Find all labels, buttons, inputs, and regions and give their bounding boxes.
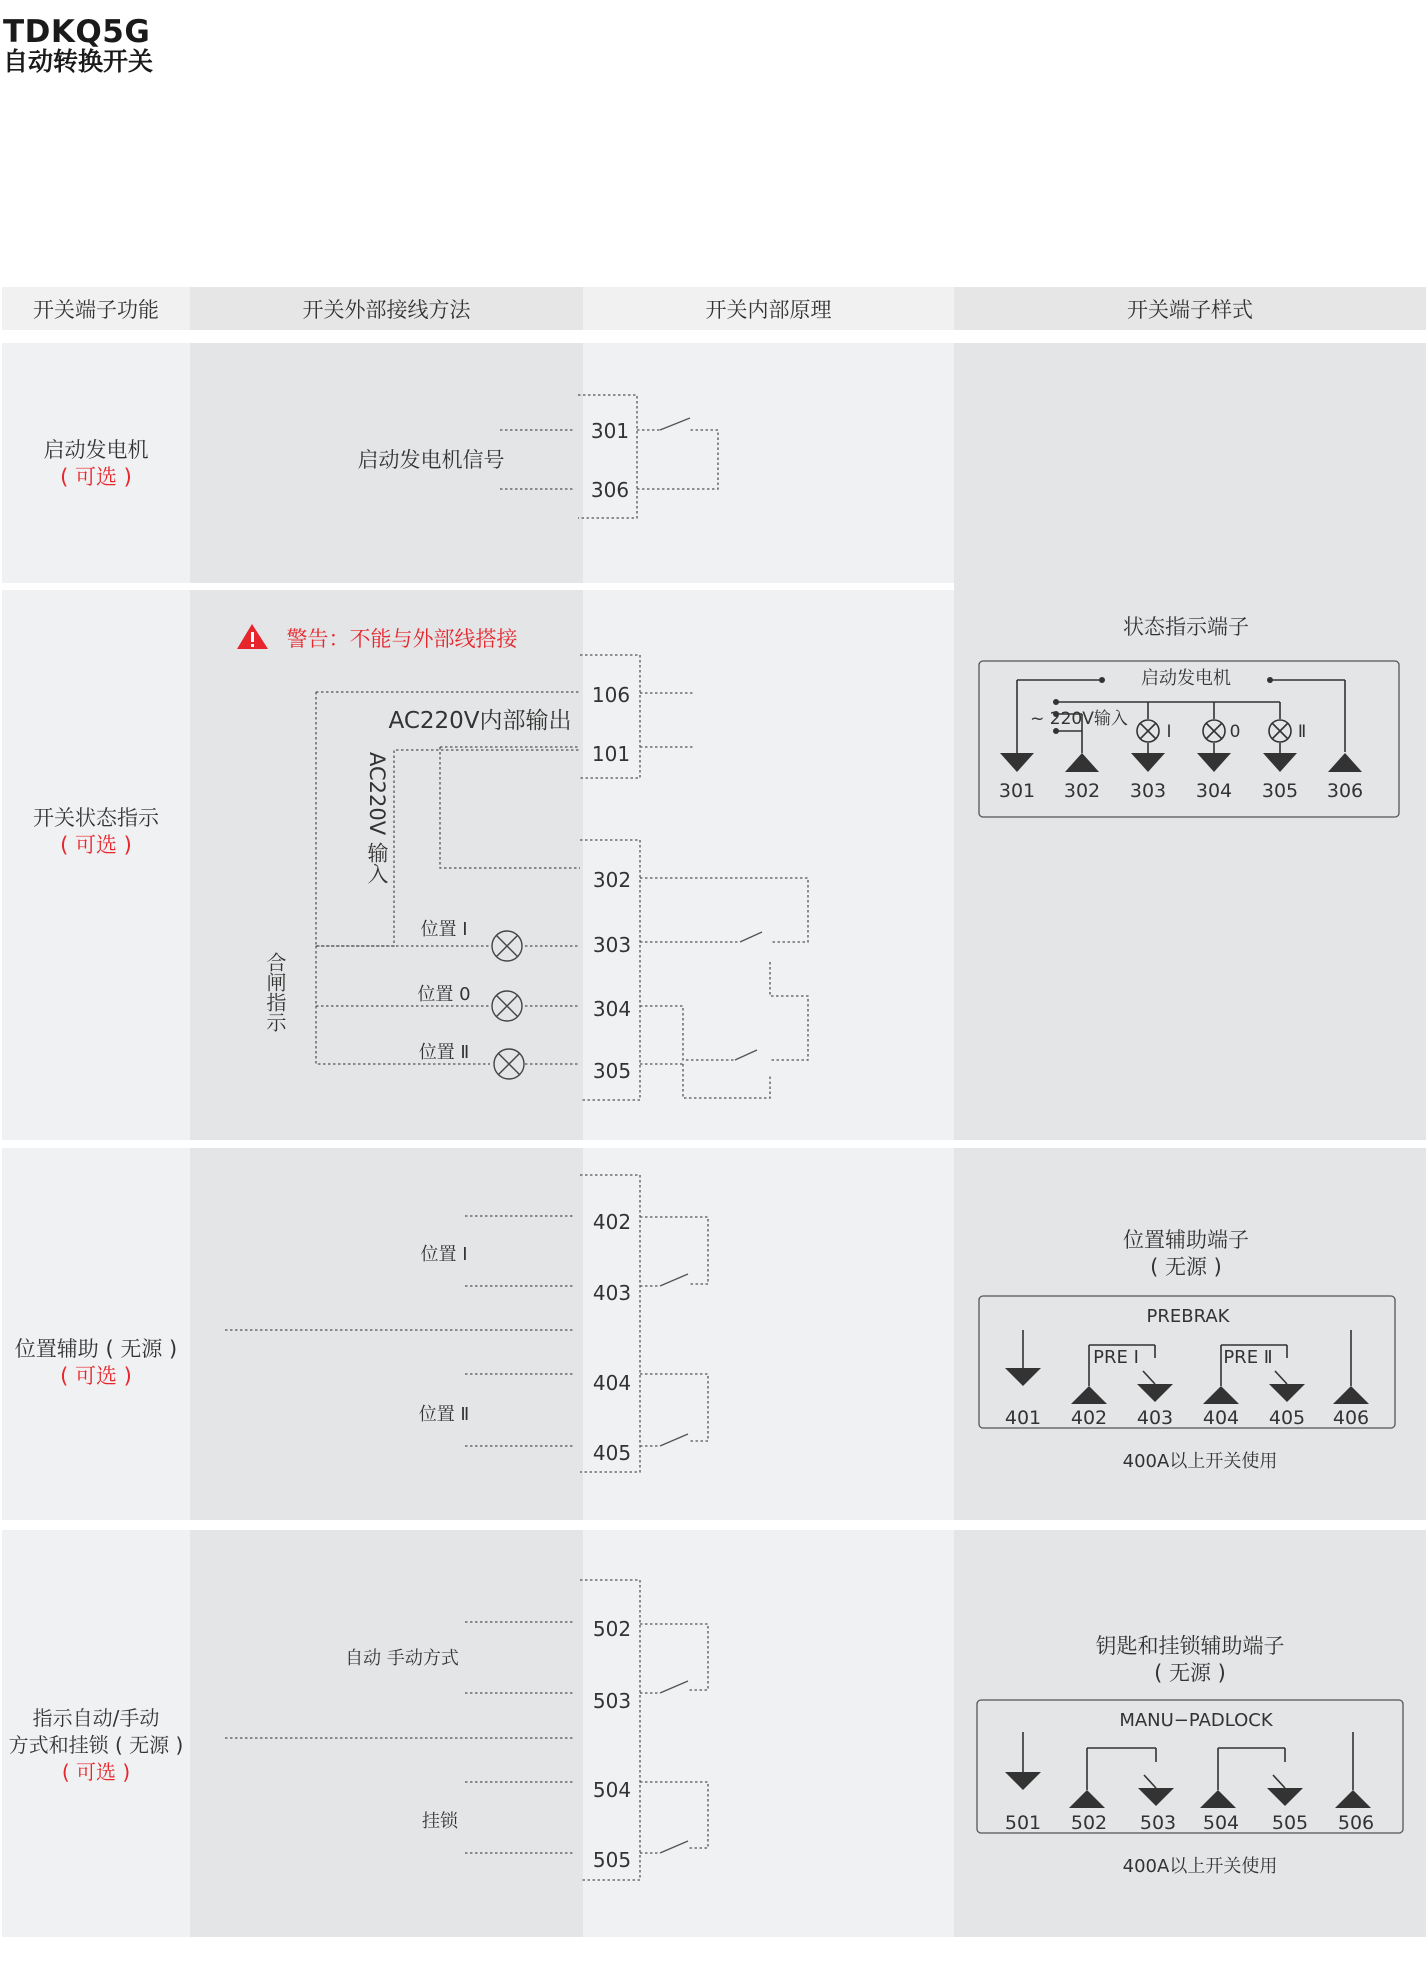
position-0-label: 位置 0 <box>417 984 471 1005</box>
input-label: ~ 220V输入 <box>1030 709 1128 729</box>
header-terminal-style: 开关端子样式 <box>1127 297 1253 322</box>
status-style-title: 状态指示端子 <box>1123 615 1249 639</box>
lamp-label-1: Ⅰ <box>1166 722 1172 742</box>
box-terminal-505: 505 <box>1271 1812 1309 1834</box>
terminal-502: 502 <box>592 1617 632 1641</box>
pre1-label: PRE Ⅰ <box>1093 1347 1139 1368</box>
generator-signal-label: 启动发电机信号 <box>357 448 505 472</box>
terminal-305: 305 <box>592 1059 632 1083</box>
box-terminal-301: 301 <box>998 780 1036 802</box>
position-2-label: 位置 Ⅱ <box>418 1042 470 1063</box>
optional-label: ( 可选 ) <box>61 1760 131 1784</box>
box-terminal-403: 403 <box>1136 1407 1174 1429</box>
lamp-label-0: 0 <box>1229 722 1241 742</box>
aux-note: 400A以上开关使用 <box>1122 1451 1278 1472</box>
box-terminal-406: 406 <box>1332 1407 1370 1429</box>
ac-output-label: AC220V内部输出 <box>388 708 572 734</box>
lock-style-sub: ( 无源 ) <box>1154 1661 1226 1685</box>
aux-style-title: 位置辅助端子 <box>1123 1228 1249 1252</box>
lamp-label-2: Ⅱ <box>1297 722 1307 742</box>
terminal-503: 503 <box>592 1689 632 1713</box>
box-terminal-304: 304 <box>1195 780 1233 802</box>
box-terminal-305: 305 <box>1261 780 1299 802</box>
terminal-106: 106 <box>591 683 631 707</box>
mode-label: 自动 手动方式 <box>345 1648 459 1669</box>
model-name: TDKQ5G <box>3 14 151 50</box>
function-lock-line1: 指示自动/手动 <box>32 1706 160 1730</box>
function-aux-label: 位置辅助 ( 无源 ) <box>14 1337 178 1361</box>
optional-label: ( 可选 ) <box>60 1364 132 1388</box>
terminal-403: 403 <box>592 1281 632 1305</box>
box-terminal-502: 502 <box>1070 1812 1108 1834</box>
padlock-box-label: MANU−PADLOCK <box>1119 1710 1273 1731</box>
lamp-icons <box>492 931 524 1079</box>
terminal-402: 402 <box>592 1210 632 1234</box>
header-external-wiring: 开关外部接线方法 <box>302 297 471 322</box>
prebrak-label: PREBRAK <box>1146 1306 1230 1327</box>
terminal-306: 306 <box>590 478 630 502</box>
pre2-label: PRE Ⅱ <box>1223 1347 1273 1368</box>
terminal-303: 303 <box>592 933 632 957</box>
box-terminal-405: 405 <box>1268 1407 1306 1429</box>
padlock-label: 挂锁 <box>422 1811 458 1832</box>
function-lock-line2: 方式和挂锁 ( 无源 ) <box>8 1733 184 1757</box>
box-terminal-306: 306 <box>1326 780 1364 802</box>
terminal-302: 302 <box>592 868 632 892</box>
terminal-405: 405 <box>592 1441 632 1465</box>
terminal-504: 504 <box>592 1778 632 1802</box>
terminal-301: 301 <box>590 419 630 443</box>
warning-icon <box>237 624 268 649</box>
header-terminal-function: 开关端子功能 <box>33 297 159 322</box>
box-terminal-504: 504 <box>1202 1812 1240 1834</box>
warning-label: 警告：不能与外部线搭接 <box>286 627 518 651</box>
position-1-label: 位置 Ⅰ <box>420 919 468 940</box>
terminal-101: 101 <box>591 742 631 766</box>
box-terminal-401: 401 <box>1004 1407 1042 1429</box>
box-terminal-302: 302 <box>1063 780 1101 802</box>
lock-style-title: 钥匙和挂锁辅助端子 <box>1095 1634 1285 1658</box>
terminal-505: 505 <box>592 1848 632 1872</box>
box-terminal-402: 402 <box>1070 1407 1108 1429</box>
header-internal-principle: 开关内部原理 <box>705 297 832 322</box>
ac-input-label: AC220V 输入 <box>365 752 389 884</box>
function-status-label: 开关状态指示 <box>33 806 159 830</box>
optional-label: ( 可选 ) <box>60 465 132 489</box>
box-terminal-503: 503 <box>1139 1812 1177 1834</box>
terminal-304: 304 <box>592 997 632 1021</box>
function-generator-label: 启动发电机 <box>43 438 149 462</box>
box-terminal-506: 506 <box>1337 1812 1375 1834</box>
aux-position-2-label: 位置 Ⅱ <box>418 1404 470 1425</box>
terminal-404: 404 <box>592 1371 632 1395</box>
lock-note: 400A以上开关使用 <box>1122 1856 1278 1877</box>
status-box-label: 启动发电机 <box>1141 668 1231 689</box>
box-terminal-404: 404 <box>1202 1407 1240 1429</box>
optional-label: ( 可选 ) <box>60 833 132 857</box>
box-terminal-303: 303 <box>1129 780 1167 802</box>
closing-indication-label: 合闸指示 <box>263 952 287 1032</box>
aux-style-sub: ( 无源 ) <box>1150 1255 1222 1279</box>
box-terminal-501: 501 <box>1004 1812 1042 1834</box>
aux-position-1-label: 位置 Ⅰ <box>420 1244 468 1265</box>
product-subtitle: 自动转换开关 <box>3 46 154 76</box>
